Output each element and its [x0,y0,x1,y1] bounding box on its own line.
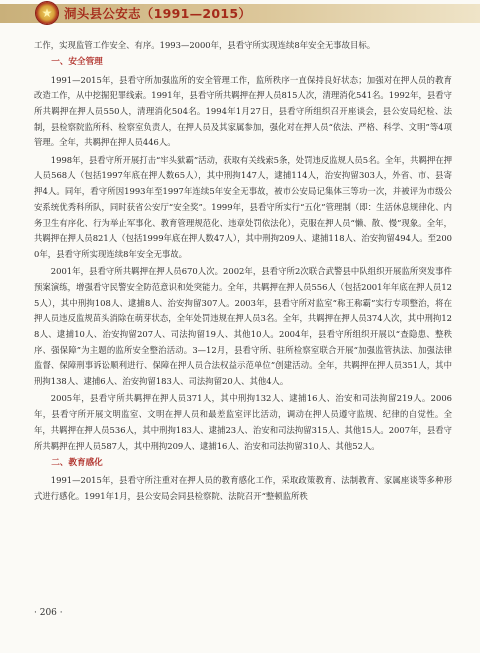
section-heading-safety: 一、安全管理 [51,57,103,68]
section-heading-education: 二、教育感化 [51,457,103,468]
police-emblem-icon [36,2,58,24]
page-number: · 206 · [34,608,63,618]
page-body [34,38,452,506]
intro-paragraph: 工作，实现监管工作安全、有序。1993—2000年，县看守所实现连续8年安全无事故目标。 [34,40,376,50]
emblem-star-icon: ★ [41,6,53,20]
running-header [0,0,480,26]
body-paragraph: 2005年，县看守所共羁押在押人员371人，其中刑拘132人、逮捕16人、治安和司法拘留219人。2006年，县看守所开展文明监室、文明在押人员和最差监室评比活动，调动在押人员遵守监规、纪律的自觉性。全年，共羁押在押人员536人，其中刑拘183人、逮捕23人、治安和司法拘留315人、其他15人。2007年，县看守所共羁押在押人员587人，其中刑拘209人、逮捕16人、治安和司法拘留310人、其他52人。 [34,393,452,451]
body-paragraph: 1991—2015年，县看守所注重对在押人员的教育感化工作，采取政策教育、法制教育、家属座谈等多种形式进行感化。1991年1月，县公安局会同县检察院、法院召开“整顿监所秩 [34,475,452,501]
body-paragraph: 1991—2015年，县看守所加强监所的安全管理工作，监所秩序一直保持良好状态；加强对在押人员的教育改造工作，从中挖掘犯罪线索。1991年，县看守所共羁押在押人员815人次，清理消化541名。1992年，县看守所共羁押在押人员550人，清理消化504名。1994年1月27日，县看守所组织召开座谈会，县公安局纪检、法制，县检察院监所科、检察室负责人，在押人员及其家属参加，强化对在押人员“依法、严格、科学、文明”等4项管理。全年，共羁押在押人员446人。 [34,74,452,148]
body-paragraph: 2001年，县看守所共羁押在押人员670人次。2002年，县看守所2次联合武警县中队组织开展监所突发事件预案演练，增强看守民警安全防范意识和处突能力。全年，共羁押在押人员556人（包括2001年年底在押人员125人），其中刑拘108人、逮捕8人、治安拘留307人。2003年，县看守所对监室“称王称霸”实行专项整治，将在押人员违反监规苗头消除在萌芽状态，全年处罚违规在押人员3名。全年，共羁押在押人员374人次，其中刑拘128人、逮捕10人、治安拘留207人、司法拘留19人、其他10人。2004年，县看守所组织开展以“查隐患、整秩序、强保障”为主题的监所安全整治活动。3—12月，县看守所、驻所检察室联合开展“加强监管执法、加强法律监督、保障刑事诉讼顺利进行、保障在押人员合法权益示范单位”创建活动。全年，共羁押在押人员351人，其中刑拘138人、逮捕6人、治安拘留183人、司法拘留20人、其他4人。 [34,266,452,387]
body-paragraph: 1998年，县看守所开展打击“牢头狱霸”活动，获取有关线索5条，处罚违反监规人员5名。全年，共羁押在押人员568人（包括1997年底在押人数65人），其中刑拘147人，逮捕114人，治安拘留303人，外省、市、县寄押4人。同年，看守所因1993年至1997年连续5年安全无事故，被市公安局记集体三等功一次，并被评为市级公安系统优秀科所队，同时获省公安厅“安全奖”。1999年，县看守所实行“五化”管理制（即：生活休息规律化、内务卫生有序化、行为举止军事化、教育管理规范化、违章处罚依法化），克服在押人员“懒、散、慢”现象。全年，共羁押在押人员821人（包括1999年底在押人数47人），其中刑拘209人、逮捕118人、治安拘留494人。至2000年，县看守所实现连续8年安全无事故。 [34,154,452,259]
header-title: 洞头县公安志（1991—2015） [64,6,252,21]
